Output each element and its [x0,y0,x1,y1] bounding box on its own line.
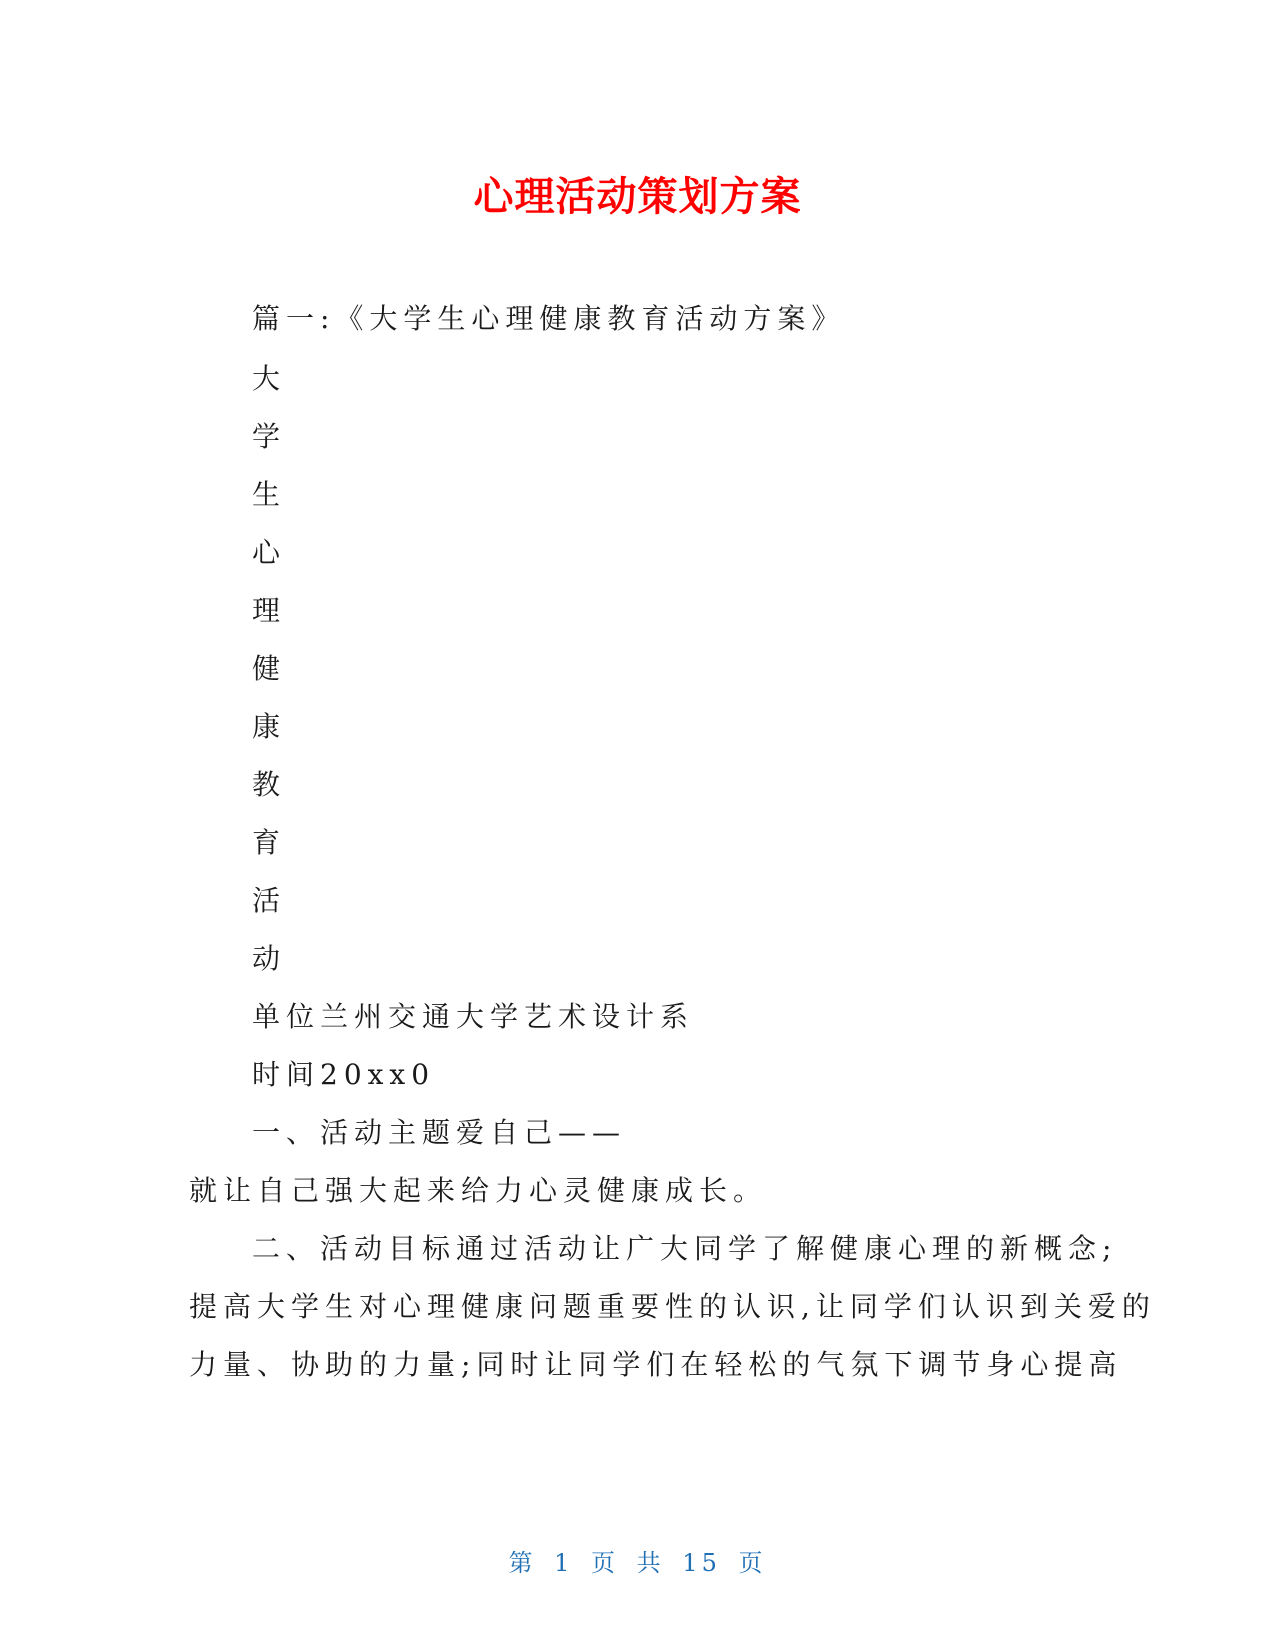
vertical-char: 心 [252,536,281,569]
vertical-char: 理 [252,594,281,627]
vertical-char: 健 [252,652,281,685]
vertical-char: 康 [252,710,281,743]
vertical-char: 学 [252,420,281,453]
section2-line: 二、活动目标通过活动让广大同学了解健康心理的新概念; [252,1232,1118,1265]
document-title: 心理活动策划方案 [473,174,802,220]
heading-line: 篇一:《大学生心理健康教育活动方案》 [252,302,846,335]
section1-continuation: 就让自己强大起来给力心灵健康成长。 [189,1174,768,1207]
vertical-char: 活 [252,884,281,917]
section1-line: 一、活动主题爱自己—— [252,1116,627,1149]
vertical-char: 大 [252,362,281,395]
vertical-char: 育 [252,826,281,859]
time-line: 时间20xx0 [252,1058,436,1091]
section2-continuation: 提高大学生对心理健康问题重要性的认识,让同学们认识到关爱的 [189,1290,1156,1323]
vertical-char: 生 [252,478,281,511]
vertical-char: 动 [252,942,281,975]
vertical-char: 教 [252,768,281,801]
section2-continuation: 力量、协助的力量;同时让同学们在轻松的气氛下调节身心提高 [189,1348,1123,1381]
unit-line: 单位兰州交通大学艺术设计系 [252,1000,695,1033]
page-footer: 第 1 页 共 15 页 [508,1549,767,1577]
